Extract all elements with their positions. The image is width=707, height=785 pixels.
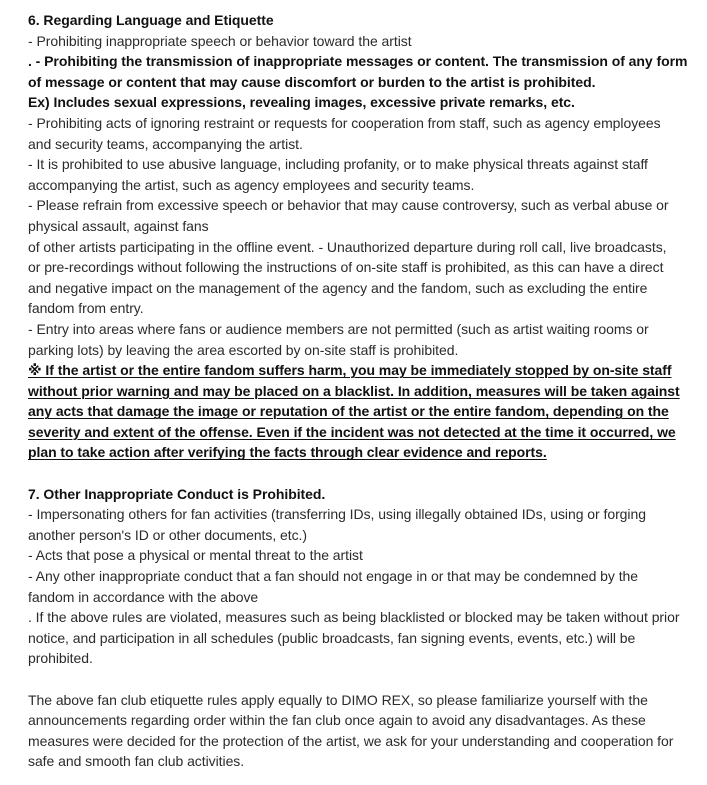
warning-notice-line: ※ If the artist or the entire fandom suffers harm, you may be immediately stopped by on-site staff — [28, 362, 672, 379]
warning-notice-line: any acts that damage the image or reputation of the artist or the entire fandom, depending on the — [28, 403, 669, 420]
section-6-body-line: and negative impact on the management of the agency and the fandom, such as excluding the entire — [28, 279, 648, 296]
section-6-body-line: of other artists participating in the offline event. - Unauthorized departure during roll call, live broadcasts, — [28, 238, 667, 255]
section-6-body-line: or pre-recordings without following the instructions of on-site staff is prohibited, as this can have a direct — [28, 259, 664, 276]
closing-line: announcements regarding order within the fan club once again to avoid any disadvantages. As these — [28, 712, 646, 729]
section-7-line: - Impersonating others for fan activities (transferring IDs, using illegally obtained IDs, using or forging — [28, 506, 646, 523]
section-7-title: 7. Other Inappropriate Conduct is Prohibited. — [28, 485, 326, 502]
section-6-body-line: fandom from entry. — [28, 300, 144, 317]
section-7-line: . If the above rules are violated, measures such as being blacklisted or blocked may be taken without prior — [28, 609, 680, 626]
section-7-line: another person's ID or other documents, etc.) — [28, 526, 308, 543]
section-spacer — [28, 463, 695, 484]
closing-line: safe and smooth fan club activities. — [28, 753, 245, 770]
warning-notice-line: without prior warning and may be placed on a blacklist. In addition, measures will be taken against — [28, 382, 680, 399]
section-6-item: - Prohibiting inappropriate speech or behavior toward the artist — [28, 32, 412, 49]
section-6-title: 6. Regarding Language and Etiquette — [28, 12, 274, 28]
section-6-bold-line: of message or content that may cause discomfort or burden to the artist is prohibited. — [28, 73, 596, 90]
section-6-body-line: parking lots) by leaving the area escorted by on-site staff is prohibited. — [28, 341, 459, 358]
section-6-body-line: - Prohibiting acts of ignoring restraint or requests for cooperation from staff, such as agency employees — [28, 114, 661, 131]
section-7-line: - Any other inappropriate conduct that a fan should not engage in or that may be condemned by the — [28, 568, 639, 585]
section-7-line: notice, and participation in all schedules (public broadcasts, fan signing events, events, etc.) will be — [28, 629, 636, 646]
section-6-example-line: Ex) Includes sexual expressions, revealing images, excessive private remarks, etc. — [28, 94, 575, 111]
section-7-line: prohibited. — [28, 650, 93, 667]
section-6-body-line: and security teams, accompanying the artist. — [28, 135, 303, 152]
section-6-bold-line: . - Prohibiting the transmission of inappropriate messages or content. The transmission of any form — [28, 53, 688, 70]
warning-notice-line: plan to take action after verifying the facts through clear evidence and reports. — [28, 444, 547, 461]
closing-line: The above fan club etiquette rules apply equally to DIMO REX, so please familiarize yourself with the — [28, 691, 648, 708]
section-6-body-line: - It is prohibited to use abusive language, including profanity, or to make physical threats against staff — [28, 156, 648, 173]
section-6-body-line: accompanying the artist, such as agency employees and security teams. — [28, 176, 475, 193]
closing-line: measures were decided for the protection of the artist, we ask for your understanding and cooperation for — [28, 732, 674, 749]
section-6-body-line: - Entry into areas where fans or audience members are not permitted (such as artist waiting rooms or — [28, 320, 649, 337]
section-spacer — [28, 669, 695, 690]
section-7-line: - Acts that pose a physical or mental threat to the artist — [28, 547, 363, 564]
warning-notice-line: severity and extent of the offense. Even if the incident was not detected at the time it occurred, we — [28, 423, 676, 440]
section-6-body-line: - Please refrain from excessive speech or behavior that may cause controversy, such as verbal abuse or — [28, 197, 669, 214]
section-6-body-line: physical assault, against fans — [28, 217, 209, 234]
section-7-line: fandom in accordance with the above — [28, 588, 259, 605]
